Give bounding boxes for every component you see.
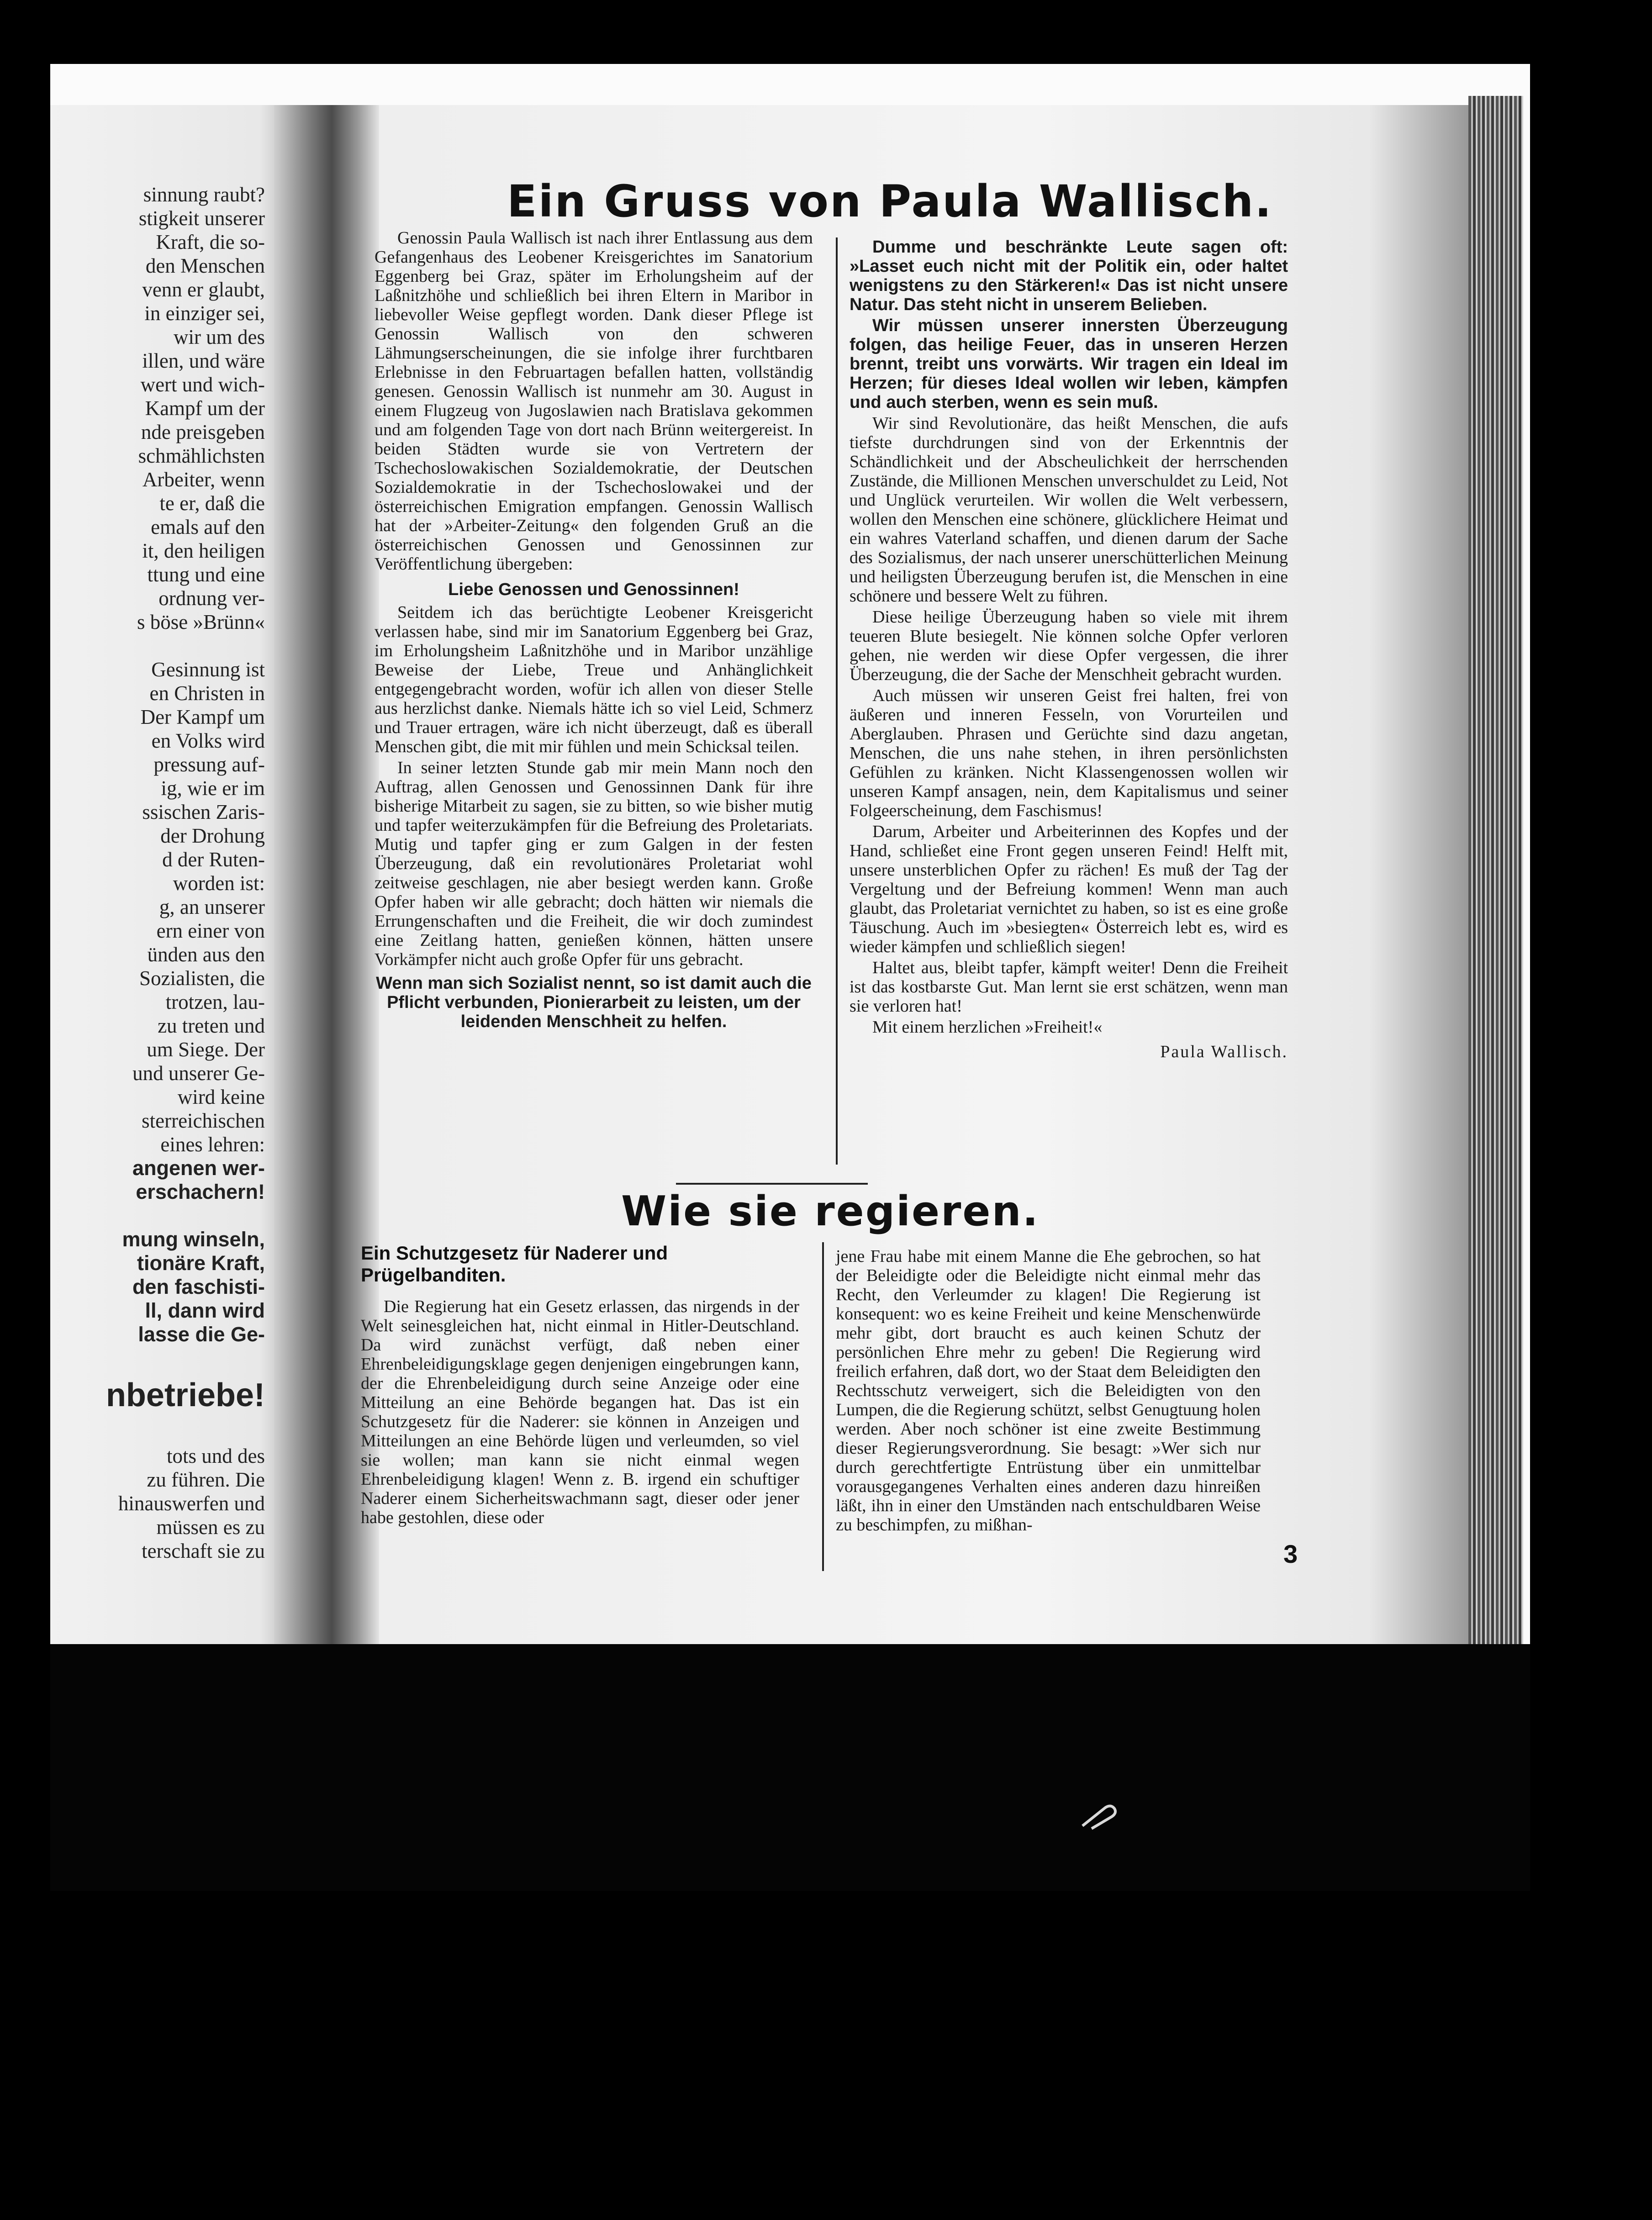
left-page-line: in einziger sei, (144, 302, 265, 325)
left-page-line: wir um des (174, 326, 265, 348)
left-page-line: it, den heiligen (142, 539, 265, 562)
left-page-line: illen, und wäre (142, 349, 265, 372)
left-page-line: lasse die Ge- (138, 1323, 265, 1346)
article1-paragraph: Mit einem herzlichen »Freiheit!« (872, 1018, 1103, 1037)
left-page-line: ordnung ver- (158, 587, 265, 610)
article1-paragraph: Auch müssen wir unseren Geist frei halten, frei von äußeren und inneren Fesseln, von Vorurteilen und Aberglauben. Phrasen und Gerüchte sind dazu angetan, Menschen, die uns nahe stehen, in ihren persönlichsten Gefühlen zu kränken. Nicht Klassengenossen wollen wir unseren Kampf ansagen, nein, dem Kapitalismus und seiner Folgeerscheinung, dem Faschismus! (850, 686, 1288, 820)
left-page-line: den faschisti- (132, 1275, 265, 1298)
article1-paragraph: Seitdem ich das berüchtigte Leobener Kreisgericht verlassen habe, sind mir im Sanatorium Eggenberg bei Graz, im Erholungsheim Laßnitzhöhe und in Maribor unzählige Beweise der Liebe, Treue und Anhänglichkeit entgegengebracht worden, wofür ich allen von dieser Stelle aus herzlichst danke. Niemals hätte ich so viel Leid, Schmerz und Trauer ertragen, wäre ich nicht überzeugt, daß es überall Menschen gibt, die mit mir fühlen und mein Schicksal teilen. (375, 603, 813, 756)
left-page-line: sterreichischen (142, 1109, 265, 1132)
left-page-line: angenen wer- (132, 1156, 265, 1180)
article1-salutation: Liebe Genossen und Genossinnen! (448, 580, 739, 599)
left-page-line: nbetriebe! (106, 1377, 265, 1413)
section-rule (676, 1183, 868, 1185)
article1-column2 (850, 237, 1288, 1063)
left-page-line: trotzen, lau- (165, 991, 265, 1013)
left-page-line: tionäre Kraft, (137, 1251, 265, 1275)
left-page-line (50, 1346, 265, 1370)
left-page-line: g, an unserer (159, 896, 265, 918)
left-page-line (50, 1420, 265, 1444)
left-page-line: en Christen in (149, 682, 265, 705)
left-page-line: ern einer von (156, 919, 265, 942)
left-page-line: en Volks wird (151, 729, 265, 752)
left-page-line: eines lehren: (160, 1133, 265, 1156)
left-page-line (50, 1204, 265, 1228)
article1-column1 (375, 228, 813, 1033)
left-page-line: Arbeiter, wenn (142, 468, 265, 491)
article1-paragraph: Haltet aus, bleibt tapfer, kämpft weiter! Denn die Freiheit ist das kostbarste Gut. Man lernt sie erst schätzen, wenn man sie verloren hat! (850, 958, 1288, 1016)
article1-signature: Paula Wallisch. (1160, 1042, 1288, 1061)
left-page-line: Sozialisten, die (139, 967, 265, 990)
left-page-line: müssen es zu (156, 1516, 265, 1539)
left-page-line: Kraft, die so- (156, 231, 265, 253)
article2-paragraph: Die Regierung hat ein Gesetz erlassen, das nirgends in der Welt seinesgleichen hat, nicht einmal in Hitler-Deutschland. Da wird zunächst verfügt, daß neben einer Ehrenbeleidigungsklage gegen denjenigen eingebrungen kann, der die Ehrenbeleidigung durch seine Anzeige oder eine Mitteilung an eine Behörde begangen hat. Das ist ein Schutzgesetz für die Naderer: sie können in Anzeigen und Mitteilungen an eine Behörde lügen und verleumden, so viel sie wollen; man kann sie nicht einmal wegen Ehrenbeleidigung klagen! Wenn z. B. irgend ein schuftiger Naderer einem Sicherheitswachmann sagt, dieser oder jener habe gestohlen, diese oder (361, 1297, 799, 1527)
left-page-line: mung winseln, (122, 1228, 265, 1251)
left-page-line: Kampf um der (145, 397, 265, 420)
dark-scan-area (50, 1644, 1530, 1891)
left-page-line: stigkeit unserer (138, 207, 265, 230)
left-page-line: d der Ruten- (162, 848, 265, 871)
left-page-line: und unserer Ge- (132, 1062, 265, 1085)
left-page-line: den Menschen (145, 254, 265, 277)
left-page-line: terschaft sie zu (142, 1540, 265, 1562)
article2-paragraph: jene Frau habe mit einem Manne die Ehe gebrochen, so hat der Beleidigte oder die Beleidigte nicht einmal mehr das Recht, den Verleumder zu klagen! Die Regierung ist konsequent: wo es keine Freiheit und keine Menschenwürde mehr gibt, dort braucht es auch keinen Schutz der persönlichen Ehre mehr zu geben! Die Regierung wird freilich erfahren, daß dort, wo der Staat dem Beleidigten den Rechtsschutz verweigert, sich die Beleidigten von den Lumpen, die die Regierung schützt, selbst Genugtuung holen werden. Aber noch schöner ist eine zweite Bestimmung dieser Regierungsverordnung. Sie besagt: »Wer sich nur durch gerechtfertigte Entrüstung über ein unmittelbar vorausgegangenes Verhalten eines anderen dazu hinreißen läßt, ihn in einer den Umständen nach entschuldbaren Weise zu beschimpfen, zu mißhan- (836, 1247, 1261, 1534)
left-page-line: der Drohung (160, 824, 265, 847)
left-page-line: Der Kampf um (140, 706, 265, 728)
left-page-line: um Siege. Der (147, 1038, 265, 1061)
article1-bold-paragraph: Wir müssen unserer innersten Überzeugung folgen, das heilige Feuer, das in unseren Herzen brennt, treibt uns vorwärts. Wir tragen ein Ideal im Herzen; für dieses Ideal wollen wir leben, kämpfen und auch sterben, wenn es sein muß. (850, 316, 1288, 412)
article2-subheading: Ein Schutzgesetz für Naderer und Prügelbanditen. (361, 1242, 668, 1286)
left-page-line: venn er glaubt, (142, 278, 265, 301)
left-page-line: ünden aus den (147, 943, 265, 966)
article1-title: Ein Gruss von Paula Wallisch. (507, 176, 1273, 227)
article1-paragraph: Wir sind Revolutionäre, das heißt Menschen, die aufs tiefste durchdrungen sind von der Erkenntnis der Schändlichkeit und der Abscheulichkeit der herrschenden Zustände, die Millionen Menschen unverschuldet zu Leid, Not und Unglück verurteilen. Wir wollen die Welt verbessern, wollen den Menschen eine schönere, glücklichere Heimat und ein wahres Vaterland schaffen, und dienen darum der Sache des Sozialismus, der nach unserer unerschütterlichen Meinung und heiligsten Überzeugung berufen ist, die Menschen in eine schönere und bessere Welt zu führen. (850, 414, 1288, 606)
left-page-line: worden ist: (173, 872, 265, 895)
article2-column2 (836, 1247, 1261, 1536)
left-page-strip (50, 105, 306, 1644)
article1-paragraph: Diese heilige Überzeugung haben so viele mit ihrem teueren Blute besiegelt. Nie können solche Opfer verloren gehen, nie werden wir diese Opfer vergessen, die ihrer Überzeugung, die der Sache der Menschheit gebracht wurden. (850, 607, 1288, 684)
left-page-line: ll, dann wird (145, 1299, 265, 1322)
article2-title: Wie sie regieren. (621, 1187, 1040, 1235)
left-page-line: erschachern! (136, 1180, 265, 1203)
page-stack-edges (1468, 96, 1523, 1644)
left-page-line: zu führen. Die (147, 1468, 265, 1491)
article1-paragraph: Darum, Arbeiter und Arbeiterinnen des Kopfes und der Hand, schließet eine Front gegen unseren Feind! Helft mit, unsere unsterblichen Opfer zu rächen! Es muß der Tag der Vergeltung und der Befreiung kommen! Wenn man auch glaubt, das Proletariat vernichtet zu haben, so ist es eine große Täuschung. Auch im »besiegten« Österreich lebt es, wird es wieder kämpfen und schließlich siegen! (850, 822, 1288, 956)
left-page-line: Gesinnung ist (151, 658, 265, 681)
left-page-line: s böse »Brünn« (137, 611, 265, 633)
article1-paragraph: In seiner letzten Stunde gab mir mein Mann noch den Auftrag, allen Genossen und Genossinnen Dank für ihre bisherige Mitarbeit zu sagen, sie zu bitten, so wie bisher mutig und tapfer weiterzukämpfen für die Befreiung des Proletariats. Mutig und tapfer ging er zum Galgen in der festen Überzeugung, daß ein revolutionäres Proletariat wohl zeitweise geschlagen, nie aber besiegt werden kann. Große Opfer haben wir alle gebracht; doch hätten wir niemals die Errungenschaften und die Freiheit, die wir doch zumindest eine Zeitlang hatten, genießen können, hätten unsere Vorkämpfer nicht auch große Opfer für uns gebracht. (375, 758, 813, 969)
left-page-line: zu treten und (158, 1014, 265, 1037)
left-page-line: wert und wich- (140, 373, 265, 396)
article2-column1 (361, 1297, 799, 1529)
left-page-line: nde preisgeben (141, 421, 265, 443)
page-number: 3 (1283, 1540, 1298, 1568)
column-rule (822, 1242, 824, 1571)
column-rule (836, 237, 838, 1165)
article1-bold-paragraph: Dumme und beschränkte Leute sagen oft: »Lasset euch nicht mit der Politik ein, oder haltet wenigstens zu den Stärkeren!« Das ist nicht unsere Natur. Das steht nicht in unserem Belieben. (850, 237, 1288, 314)
left-page-line: ssischen Zaris- (142, 801, 265, 823)
article1-bold-closing: Wenn man sich Sozialist nennt, so ist damit auch die Pflicht verbunden, Pionierarbeit zu leisten, um der leidenden Menschheit zu helfen. (376, 974, 812, 1031)
left-page-line: tots und des (166, 1445, 265, 1467)
left-page-line: te er, daß die (159, 492, 265, 515)
left-page-line: wird keine (177, 1086, 265, 1108)
left-page-line (50, 634, 265, 658)
article1-intro-paragraph: Genossin Paula Wallisch ist nach ihrer Entlassung aus dem Gefangenhaus des Leobener Kreisgerichtes im Sanatorium Eggenberg bei Graz, später im Erholungsheim auf der Laßnitzhöhe und schließlich bei ihren Eltern in Maribor in liebevoller Weise gepflegt worden. Dank dieser Pflege ist Genossin Wallisch von den schweren Lähmungserscheinungen, die sie infolge ihrer furchtbaren Erlebnisse in den Februartagen befallen hatten, vollständig genesen. Genossin Wallisch ist nunmehr am 30. August in einem Flugzeug von Jugoslawien nach Bratislava gekommen und am folgenden Tage von dort nach Brünn weitergereist. In beiden Städten wurde sie von Vertretern der Tschechoslowakischen Sozialdemokratie, der Deutschen Sozialdemokratie in der Tschechoslowakei und der österreichischen Emigration empfangen. Genossin Wallisch hat der »Arbeiter-Zeitung« den folgenden Gruß an die österreichischen Genossen und Genossinnen zur Veröffentlichung übergeben: (375, 228, 813, 574)
left-page-line: hinauswerfen und (118, 1492, 265, 1515)
left-page-line: emals auf den (151, 516, 265, 538)
left-page-line: sinnung raubt? (143, 183, 265, 206)
paper-clip-icon (1078, 1804, 1119, 1831)
left-page-line: schmählichsten (138, 444, 265, 467)
left-page-text (50, 183, 265, 1563)
left-page-line: pressung auf- (153, 753, 265, 776)
left-page-line: ttung und eine (147, 563, 265, 586)
left-page-line: ig, wie er im (161, 777, 265, 800)
